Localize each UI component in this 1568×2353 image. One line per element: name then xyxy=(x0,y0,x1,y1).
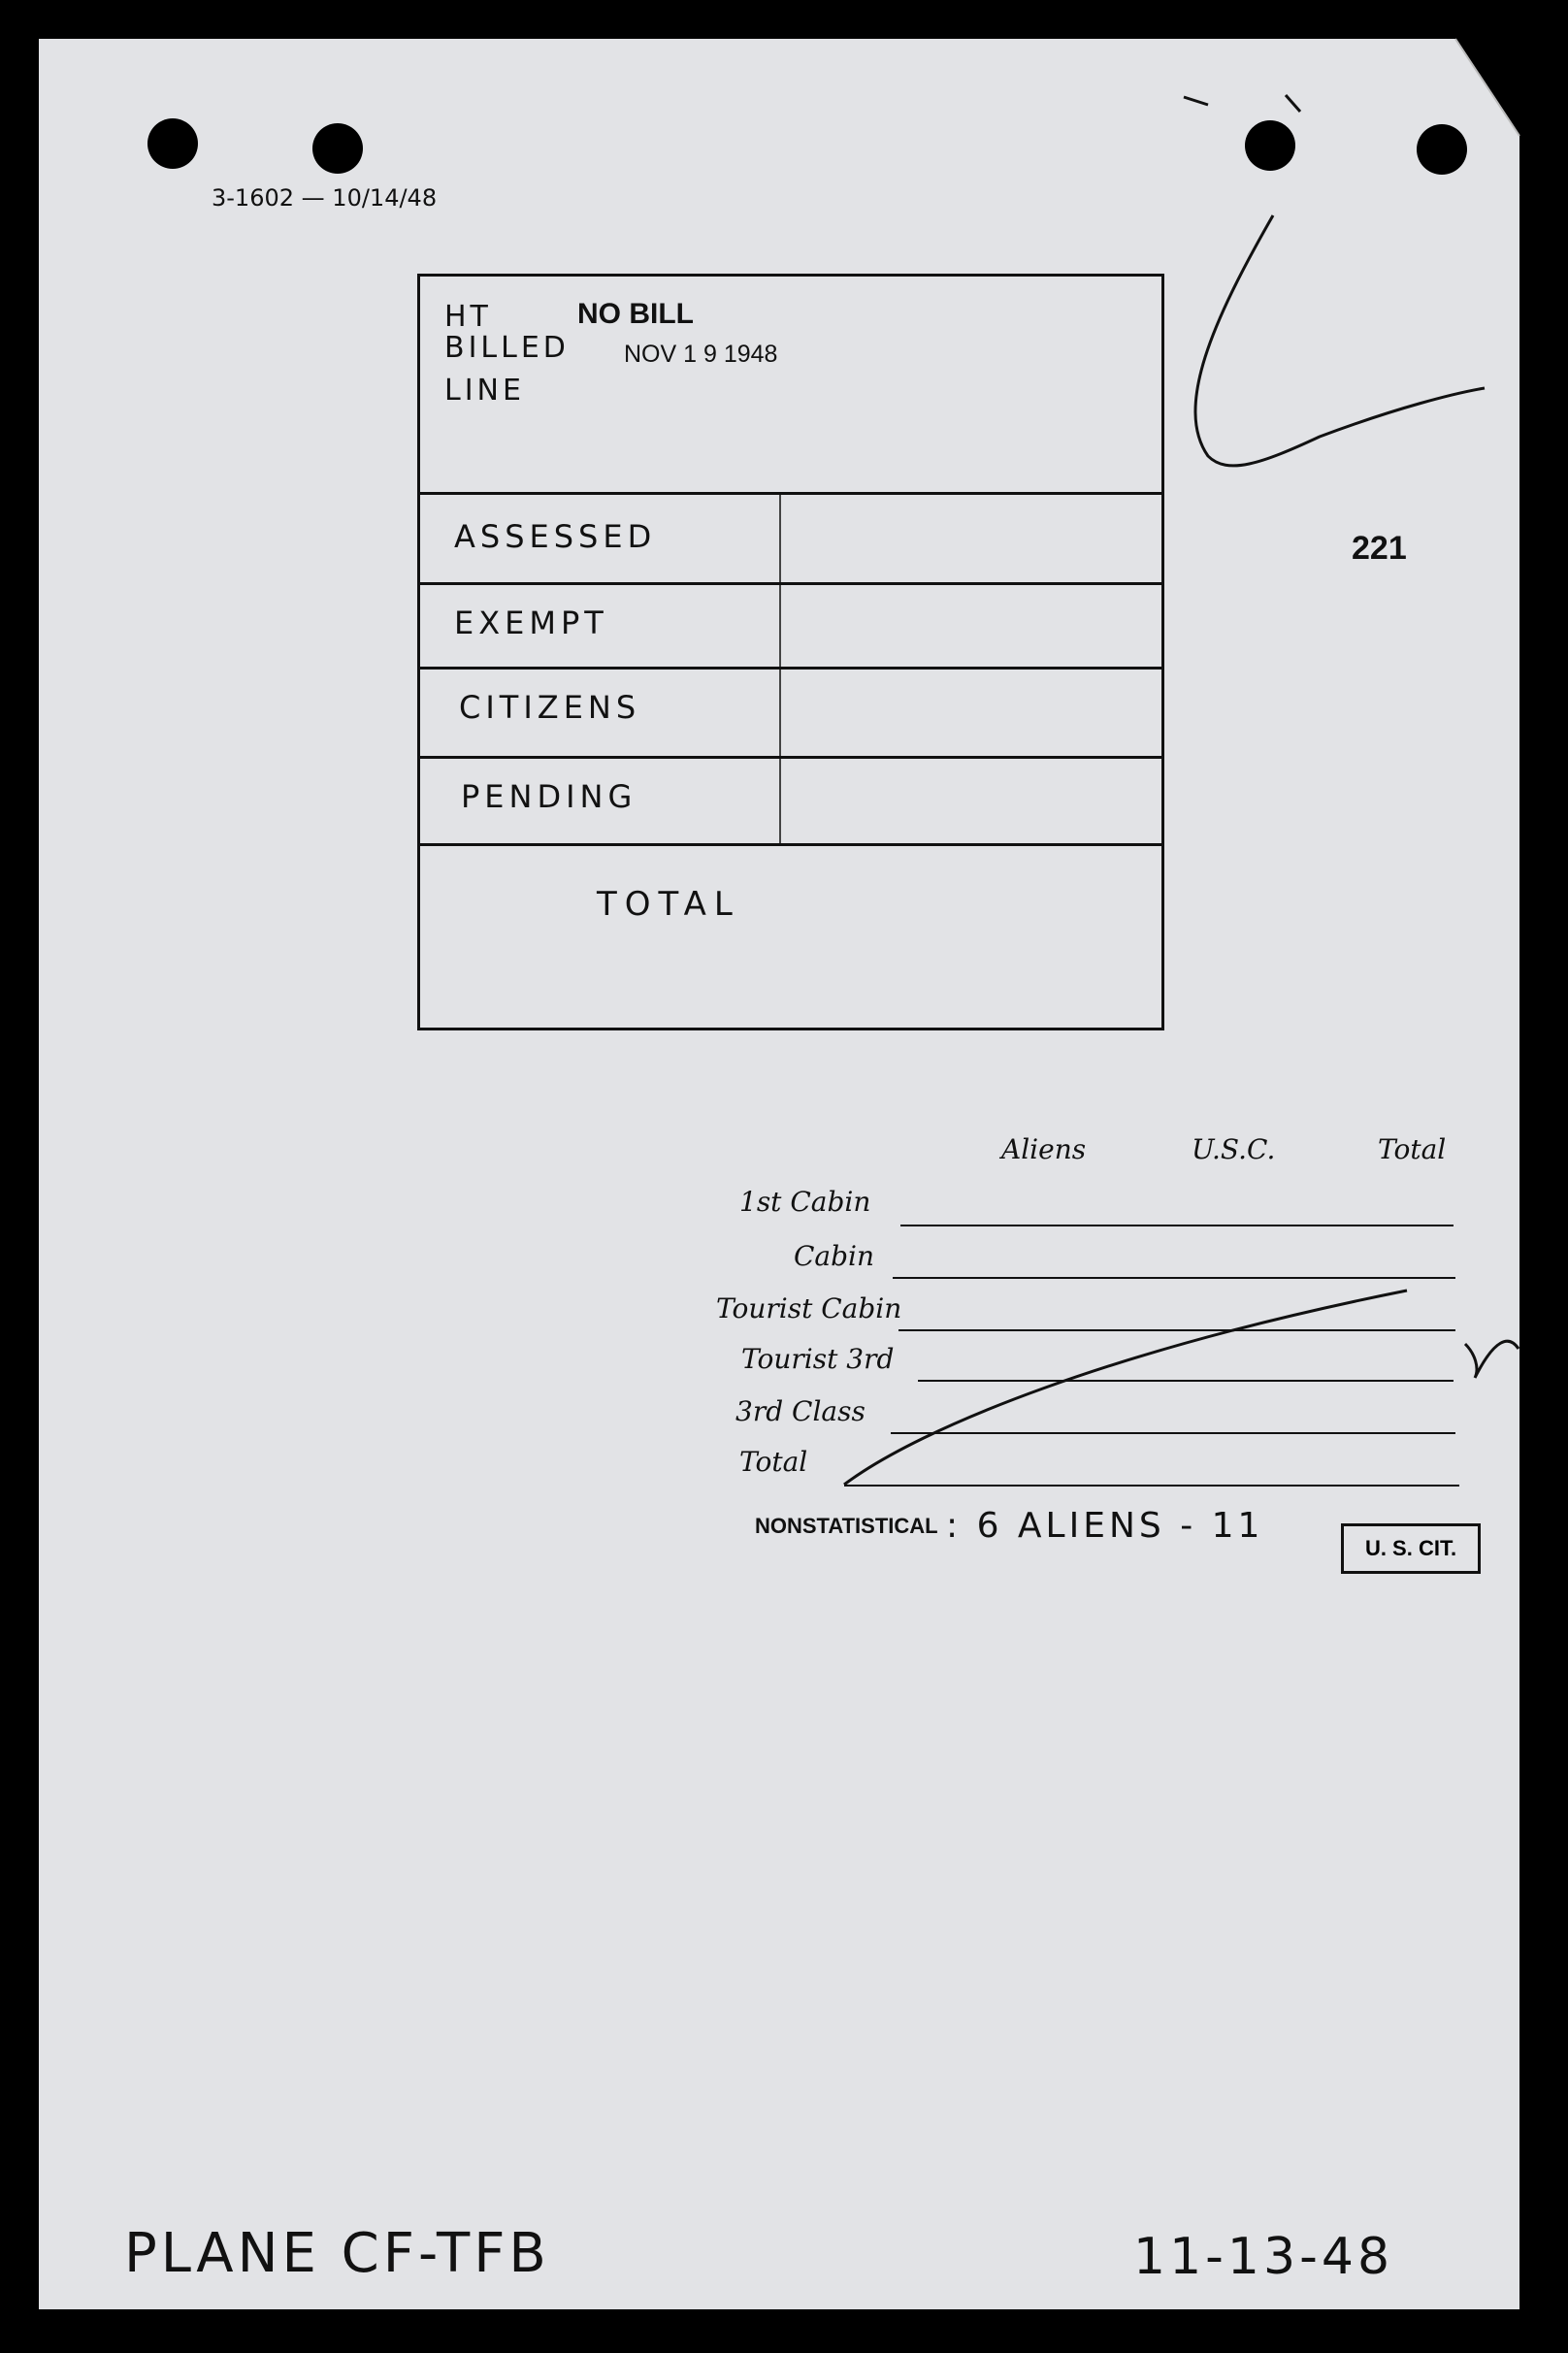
punch-hole xyxy=(1245,120,1295,171)
row-label-assessed: ASSESSED xyxy=(454,518,657,555)
row-label-1st-cabin: 1st Cabin xyxy=(739,1186,871,1218)
row-label-citizens: CITIZENS xyxy=(459,689,641,726)
entry-line xyxy=(891,1432,1455,1434)
ref-number: 3-1602 xyxy=(212,184,295,212)
form-total-row xyxy=(420,843,1161,1030)
row-label-3rd-class: 3rd Class xyxy=(735,1395,866,1427)
punch-hole xyxy=(312,123,363,174)
row-label-tourist-cabin: Tourist Cabin xyxy=(716,1292,902,1324)
column-divider xyxy=(779,670,781,759)
entry-line xyxy=(844,1485,1459,1487)
entry-line xyxy=(900,1225,1454,1226)
header-line-2: BILLED xyxy=(444,331,570,365)
row-label-pending: PENDING xyxy=(461,778,637,815)
date-stamp: NOV 1 9 1948 xyxy=(624,341,778,368)
column-header-total: Total xyxy=(1378,1133,1447,1165)
form-row xyxy=(420,582,1161,670)
punch-hole xyxy=(1417,124,1467,175)
nonstatistical-note: : 6 ALIENS - 11 xyxy=(946,1506,1264,1546)
form-row xyxy=(420,667,1161,759)
column-divider xyxy=(779,585,781,670)
ref-date: 10/14/48 xyxy=(332,184,438,212)
page-number: 221 xyxy=(1352,530,1407,567)
entry-line xyxy=(893,1277,1455,1279)
column-divider xyxy=(779,495,781,585)
header-line-1: HT xyxy=(444,300,492,334)
us-cit-stamp: U. S. CIT. xyxy=(1341,1523,1481,1574)
column-header-usc: U.S.C. xyxy=(1192,1133,1276,1165)
footer-date: 11-13-48 xyxy=(1133,2228,1394,2286)
row-label-cabin: Cabin xyxy=(794,1240,875,1272)
column-divider xyxy=(779,759,781,846)
nonstatistical-label: NONSTATISTICAL xyxy=(755,1514,938,1538)
form-row xyxy=(420,756,1161,846)
form-row xyxy=(420,492,1161,585)
ref-separator: — xyxy=(301,184,333,212)
billing-form xyxy=(417,274,1164,1030)
row-label-exempt: EXEMPT xyxy=(454,605,608,641)
total-label: TOTAL xyxy=(597,885,740,924)
header-line-3: LINE xyxy=(444,374,525,408)
row-label-tourist-3rd: Tourist 3rd xyxy=(741,1343,895,1375)
entry-line xyxy=(898,1329,1455,1331)
punch-hole xyxy=(147,118,198,169)
column-header-aliens: Aliens xyxy=(1001,1133,1087,1165)
no-bill-stamp: NO BILL xyxy=(577,298,694,330)
row-label-total: Total xyxy=(739,1446,808,1478)
entry-line xyxy=(918,1380,1454,1382)
footer-plane: PLANE CF-TFB xyxy=(124,2222,550,2285)
reference-number xyxy=(212,184,437,212)
